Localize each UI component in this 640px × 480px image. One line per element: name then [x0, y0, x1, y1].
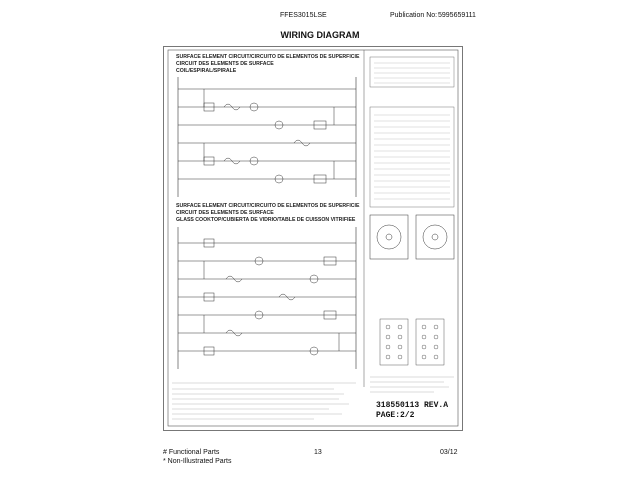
- publication-number: 5995659111: [438, 12, 476, 19]
- non-illustrated-note: * Non-Illustrated Parts: [163, 458, 232, 465]
- footer-date: 03/12: [440, 449, 458, 456]
- revision-page: PAGE:2/2: [376, 411, 415, 420]
- control-switch-diagrams: [370, 215, 454, 259]
- resistance-table: [370, 107, 454, 207]
- section2-sub1: CIRCUIT DES ELEMENTS DE SURFACE: [176, 210, 274, 216]
- functional-parts-note: # Functional Parts: [163, 449, 220, 456]
- publication-label: Publication No:: [390, 12, 438, 19]
- section1-sub1: CIRCUIT DES ELEMENTS DE SURFACE: [176, 61, 274, 67]
- section2-circuits: [178, 239, 356, 355]
- wiring-diagram-sheet: [163, 46, 463, 431]
- section1-circuits: [178, 89, 356, 183]
- page-number: 13: [314, 449, 322, 456]
- section2-sub2: GLASS COOKTOP/CUBIERTA DE VIDRIO/TABLE DE CUISSON VITRIFIEE: [176, 217, 356, 223]
- section1-heading: SURFACE ELEMENT CIRCUIT/CIRCUITO DE ELEMENTOS DE SUPERFICIE: [176, 54, 360, 60]
- connector-diagrams: [380, 319, 444, 365]
- wire-color-table: [370, 57, 454, 87]
- wiring-diagram: [164, 47, 462, 430]
- revision-number: 318550113 REV.A: [376, 401, 449, 410]
- page-title: WIRING DIAGRAM: [280, 30, 360, 40]
- section2-heading: SURFACE ELEMENT CIRCUIT/CIRCUITO DE ELEMENTOS DE SUPERFICIE: [176, 203, 360, 209]
- model-number: FFES3015LSE: [280, 12, 327, 19]
- section1-sub2: COIL/ESPIRAL/SPIRALE: [176, 68, 237, 74]
